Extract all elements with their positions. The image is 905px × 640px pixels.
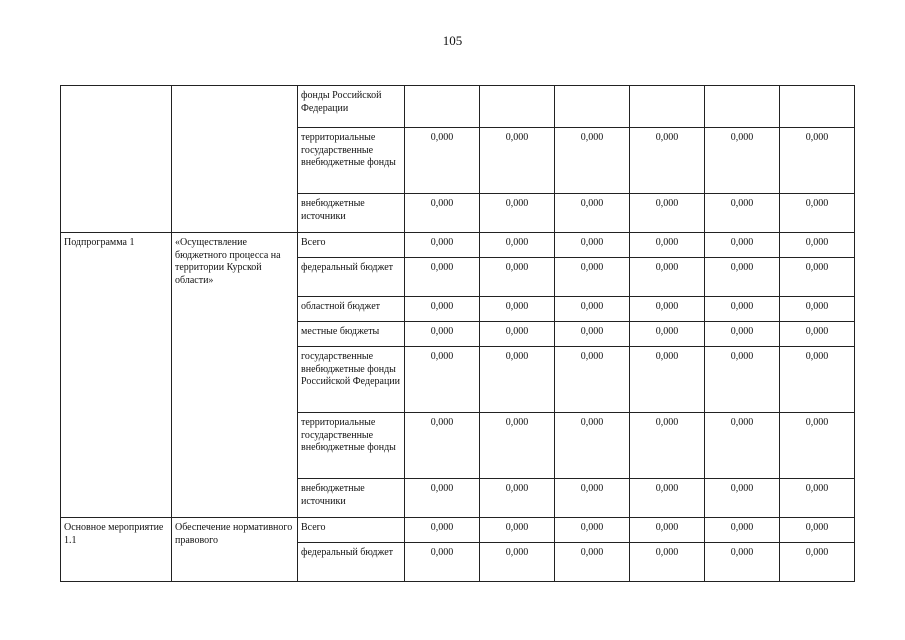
value-cell: 0,000: [405, 543, 480, 582]
value-cell: 0,000: [405, 518, 480, 543]
value-cell: 0,000: [555, 479, 630, 518]
value-cell: 0,000: [405, 128, 480, 194]
value-cell: [705, 86, 780, 128]
value-cell: 0,000: [630, 543, 705, 582]
value-cell: 0,000: [405, 479, 480, 518]
value-cell: 0,000: [780, 518, 855, 543]
value-cell: 0,000: [780, 322, 855, 347]
value-cell: 0,000: [555, 297, 630, 322]
value-cell: 0,000: [705, 322, 780, 347]
value-cell: 0,000: [705, 518, 780, 543]
program-title-cell: [172, 86, 298, 233]
value-cell: 0,000: [705, 233, 780, 258]
program-name-cell: Подпрограмма 1: [61, 233, 172, 518]
value-cell: 0,000: [480, 258, 555, 297]
value-cell: 0,000: [705, 479, 780, 518]
value-cell: 0,000: [555, 128, 630, 194]
value-cell: 0,000: [630, 347, 705, 413]
value-cell: 0,000: [780, 194, 855, 233]
value-cell: 0,000: [705, 297, 780, 322]
value-cell: 0,000: [405, 194, 480, 233]
funding-source-cell: фонды Российской Федерации: [298, 86, 405, 128]
funding-source-cell: территориальные государственные внебюджетные фонды: [298, 128, 405, 194]
value-cell: [405, 86, 480, 128]
value-cell: 0,000: [630, 413, 705, 479]
value-cell: 0,000: [630, 194, 705, 233]
value-cell: 0,000: [705, 347, 780, 413]
funding-source-cell: Всего: [298, 233, 405, 258]
value-cell: 0,000: [630, 479, 705, 518]
value-cell: 0,000: [555, 258, 630, 297]
value-cell: 0,000: [780, 479, 855, 518]
value-cell: 0,000: [555, 194, 630, 233]
value-cell: 0,000: [630, 518, 705, 543]
value-cell: [480, 86, 555, 128]
value-cell: 0,000: [480, 479, 555, 518]
budget-table: [60, 85, 855, 582]
program-name-cell: [61, 86, 172, 233]
value-cell: 0,000: [555, 518, 630, 543]
value-cell: 0,000: [480, 347, 555, 413]
value-cell: 0,000: [780, 233, 855, 258]
value-cell: 0,000: [630, 322, 705, 347]
program-name-cell: Основное мероприятие 1.1: [61, 518, 172, 582]
value-cell: 0,000: [705, 128, 780, 194]
value-cell: 0,000: [780, 297, 855, 322]
value-cell: 0,000: [780, 128, 855, 194]
program-title-cell: Обеспечение нормативного правового: [172, 518, 298, 582]
value-cell: 0,000: [480, 413, 555, 479]
funding-source-cell: государственные внебюджетные фонды Российской Федерации: [298, 347, 405, 413]
value-cell: 0,000: [705, 543, 780, 582]
value-cell: 0,000: [480, 518, 555, 543]
value-cell: 0,000: [405, 258, 480, 297]
value-cell: 0,000: [705, 194, 780, 233]
funding-source-cell: Всего: [298, 518, 405, 543]
value-cell: 0,000: [780, 347, 855, 413]
value-cell: 0,000: [705, 258, 780, 297]
value-cell: [555, 86, 630, 128]
value-cell: 0,000: [480, 297, 555, 322]
value-cell: 0,000: [780, 543, 855, 582]
funding-source-cell: федеральный бюджет: [298, 258, 405, 297]
funding-source-cell: территориальные государственные внебюджетные фонды: [298, 413, 405, 479]
value-cell: 0,000: [555, 233, 630, 258]
value-cell: 0,000: [480, 128, 555, 194]
funding-source-cell: областной бюджет: [298, 297, 405, 322]
value-cell: 0,000: [780, 258, 855, 297]
value-cell: 0,000: [555, 543, 630, 582]
value-cell: 0,000: [480, 233, 555, 258]
funding-source-cell: местные бюджеты: [298, 322, 405, 347]
value-cell: 0,000: [555, 347, 630, 413]
value-cell: [630, 86, 705, 128]
table-row: [61, 518, 855, 543]
value-cell: 0,000: [405, 347, 480, 413]
program-title-cell: «Осуществление бюджетного процесса на территории Курской области»: [172, 233, 298, 518]
value-cell: 0,000: [405, 233, 480, 258]
value-cell: 0,000: [405, 413, 480, 479]
value-cell: 0,000: [630, 128, 705, 194]
value-cell: 0,000: [480, 194, 555, 233]
funding-source-cell: федеральный бюджет: [298, 543, 405, 582]
value-cell: 0,000: [480, 322, 555, 347]
value-cell: 0,000: [555, 413, 630, 479]
value-cell: 0,000: [405, 322, 480, 347]
funding-source-cell: внебюджетные источники: [298, 479, 405, 518]
value-cell: 0,000: [630, 233, 705, 258]
funding-source-cell: внебюджетные источники: [298, 194, 405, 233]
value-cell: [780, 86, 855, 128]
table-row: [61, 233, 855, 258]
table-row: [61, 86, 855, 128]
value-cell: 0,000: [630, 258, 705, 297]
value-cell: 0,000: [705, 413, 780, 479]
value-cell: 0,000: [780, 413, 855, 479]
page-number: 105: [442, 33, 463, 48]
value-cell: 0,000: [405, 297, 480, 322]
value-cell: 0,000: [630, 297, 705, 322]
value-cell: 0,000: [480, 543, 555, 582]
value-cell: 0,000: [555, 322, 630, 347]
